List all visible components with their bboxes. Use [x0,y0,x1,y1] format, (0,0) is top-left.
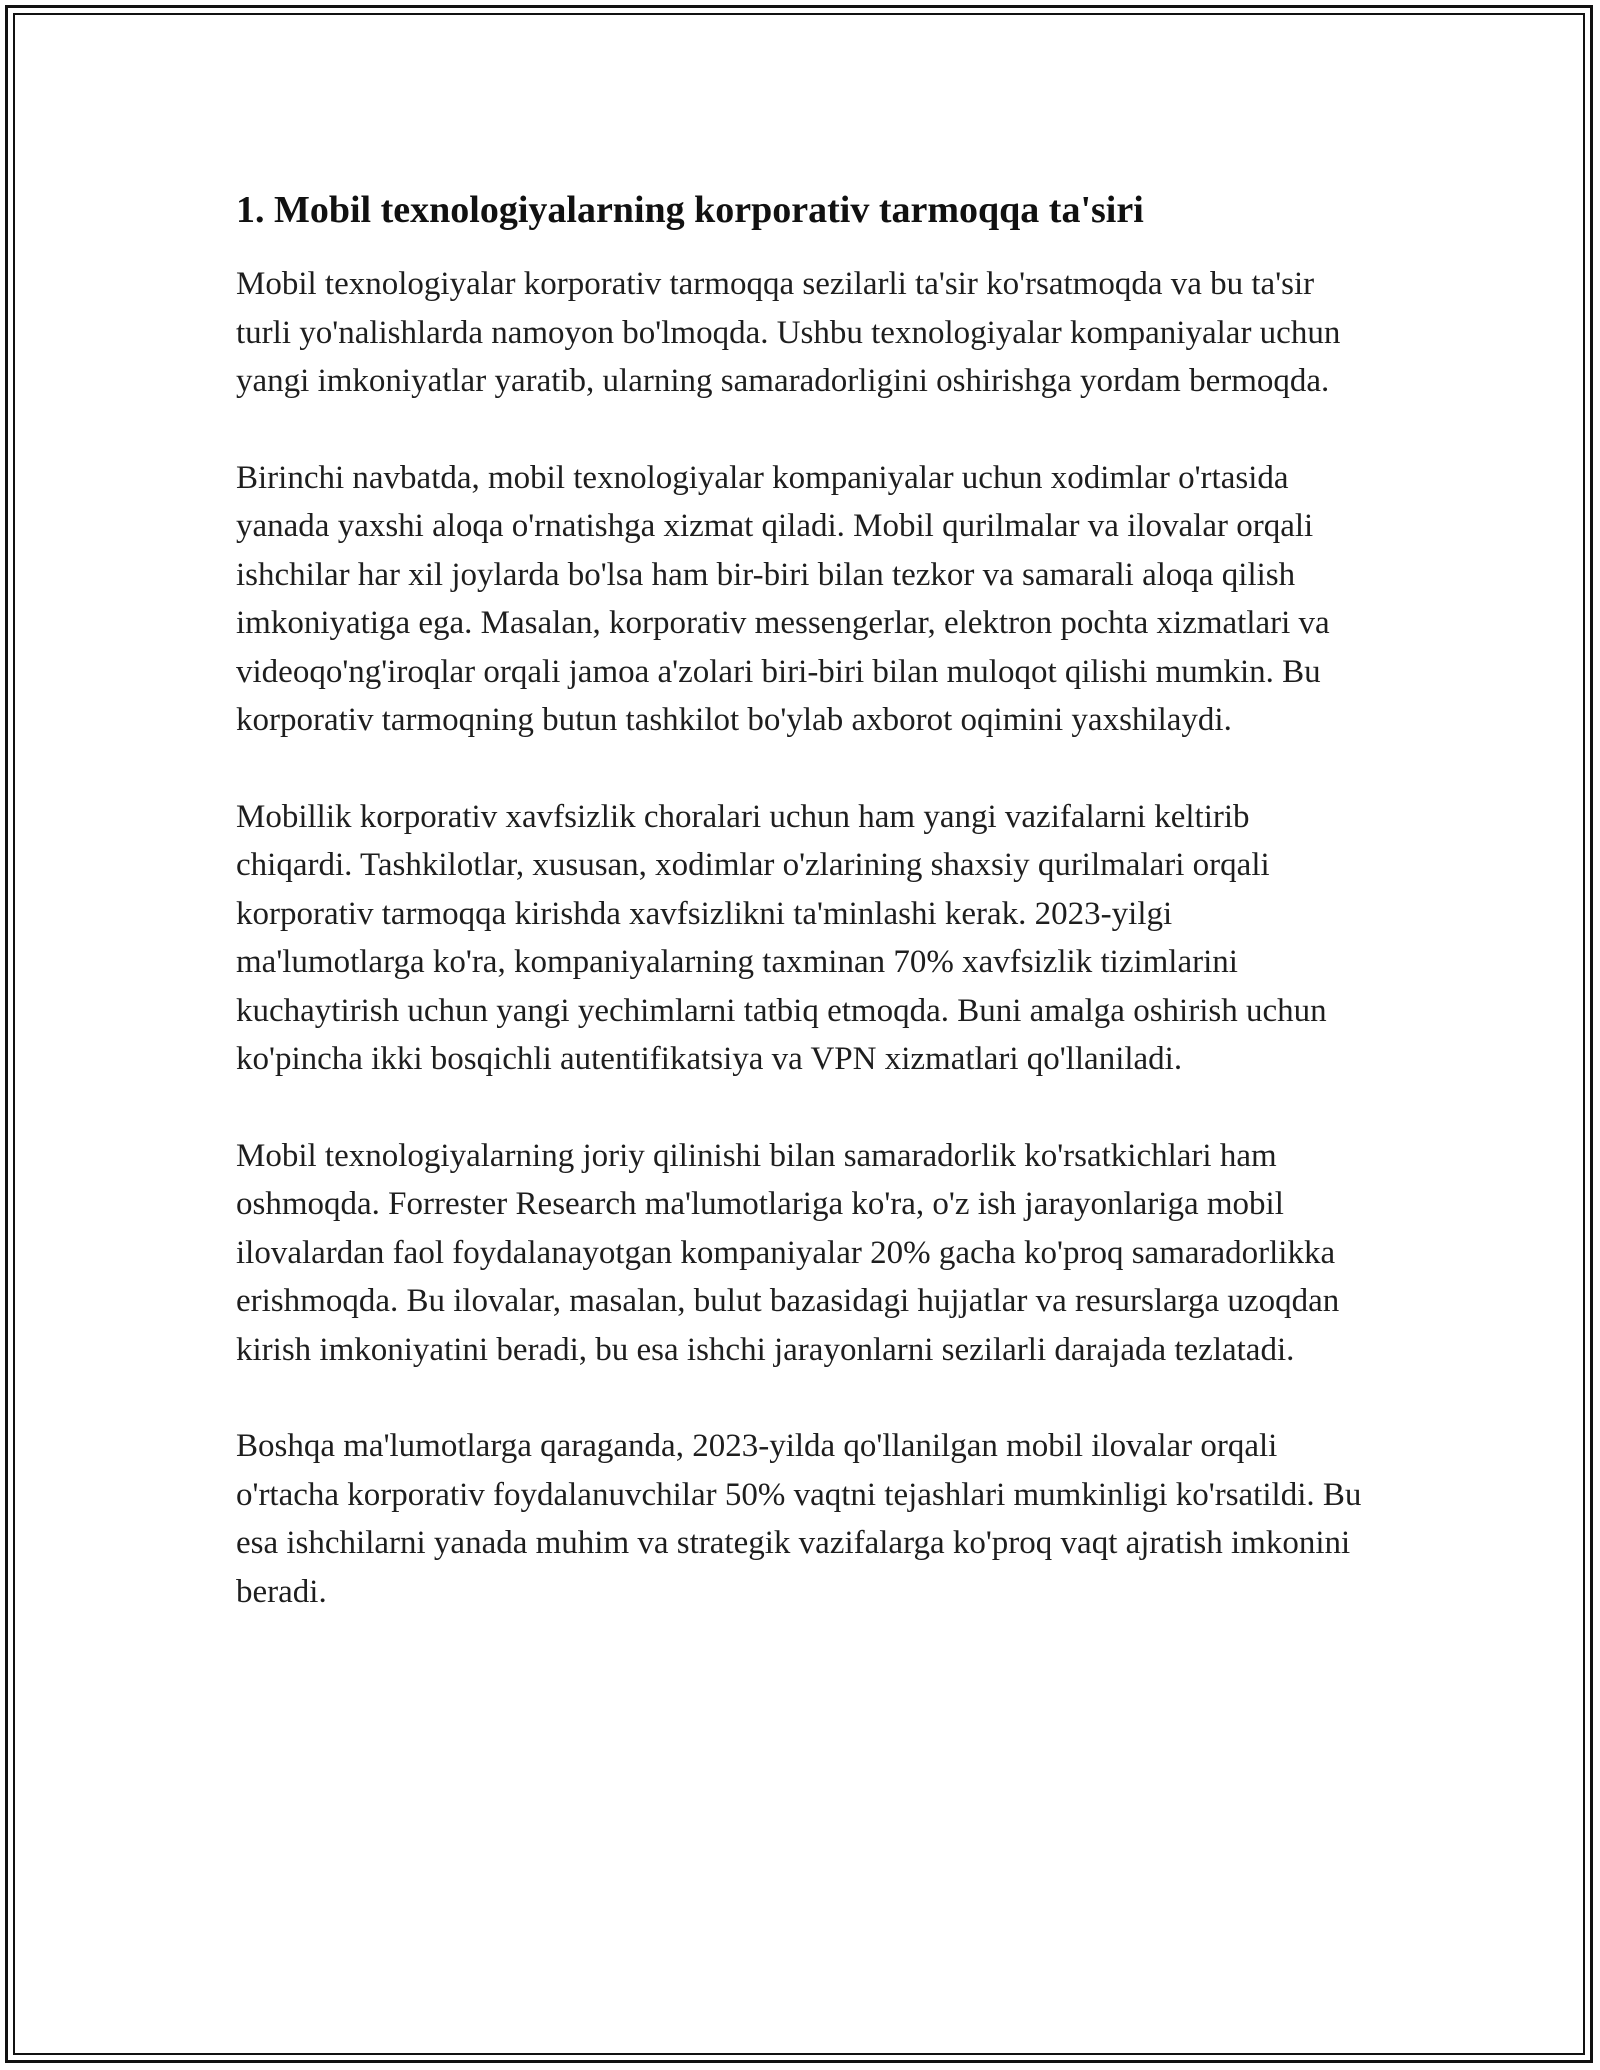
paragraph-communication: Birinchi navbatda, mobil texnologiyalar kompaniyalar uchun xodimlar o'rtasida yanada yaxshi aloqa o'rnatishga xizmat qiladi. Mobil qurilmalar va ilovalar orqali ishchilar har xil joylarda bo'lsa ham bir-biri bilan tezkor va samarali aloqa qilish imkoniyatiga ega. Masalan, korporativ messengerlar, elektron pochta xizmatlari va videoqo'ng'iroqlar orqali jamoa a'zolari biri-biri bilan muloqot qilishi mumkin. Bu korporativ tarmoqning butun tashkilot bo'ylab axborot oqimini yaxshilaydi. [236,459,1330,738]
paragraph-time-savings: Boshqa ma'lumotlarga qaraganda, 2023-yilda qo'llanilgan mobil ilovalar orqali o'rtacha korporativ foydalanuvchilar 50% vaqtni tejashlari mumkinligi ko'rsatildi. Bu esa ishchilarni yanada muhim va strategik vazifalarga ko'proq vaqt ajratish imkonini beradi. [236,1428,1362,1610]
document-body [236,186,1366,1664]
section-heading: 1. Mobil texnologiyalarning korporativ tarmoqqa ta'siri [236,189,1144,231]
paragraph-productivity: Mobil texnologiyalarning joriy qilinishi bilan samaradorlik ko'rsatkichlari ham oshmoqda. Forrester Research ma'lumotlariga ko'ra, o'z ish jarayonlariga mobil ilovalardan faol foydalanayotgan kompaniyalar 20% gacha ko'proq samaradorlikka erishmoqda. Bu ilovalar, masalan, bulut bazasidagi hujjatlar va resurslarga uzoqdan kirish imkoniyatini beradi, bu esa ishchi jarayonlarni sezilarli darajada tezlatadi. [236,1137,1340,1368]
paragraph-intro: Mobil texnologiyalar korporativ tarmoqqa sezilarli ta'sir ko'rsatmoqda va bu ta'sir turli yo'nalishlarda namoyon bo'lmoqda. Ushbu texnologiyalar kompaniyalar uchun yangi imkoniyatlar yaratib, ularning samaradorligini oshirishga yordam bermoqda. [236,266,1341,399]
paragraph-security: Mobillik korporativ xavfsizlik choralari uchun ham yangi vazifalarni keltirib chiqardi. Tashkilotlar, xususan, xodimlar o'zlarining shaxsiy qurilmalari orqali korporativ tarmoqqa kirishda xavfsizlikni ta'minlashi kerak. 2023-yilgi ma'lumotlarga ko'ra, kompaniyalarning taxminan 70% xavfsizlik tizimlarini kuchaytirish uchun yangi yechimlarni tatbiq etmoqda. Buni amalga oshirish uchun ko'pincha ikki bosqichli autentifikatsiya va VPN xizmatlari qo'llaniladi. [236,798,1327,1077]
